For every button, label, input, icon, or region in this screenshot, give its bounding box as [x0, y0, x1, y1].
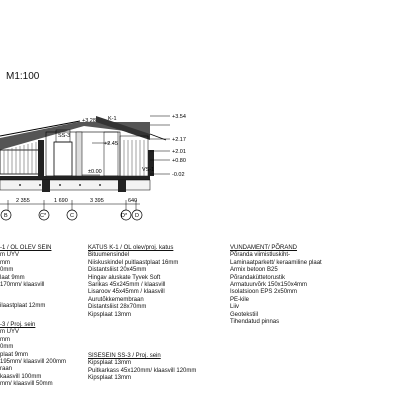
spec-line: Armatuurvõrk 150x150x4mm: [230, 282, 308, 289]
label-ss3: SS-3: [58, 133, 71, 139]
exterior-wall-section: [38, 140, 44, 176]
floor-slab: [0, 176, 150, 180]
grid-axis-c-star-label: C*: [40, 213, 47, 219]
level-0-80: +0.80: [172, 158, 186, 164]
level-minus-0-02: -0.02: [172, 172, 185, 178]
dimension-2: 1 690: [54, 198, 68, 204]
spec-line: raan: [0, 366, 13, 373]
spec-line: Lisaroov 45x45mm / klaasvill: [88, 289, 165, 296]
spec-line: Bituumensindel: [88, 252, 130, 259]
spec-line: ilaastplaat 12mm: [0, 303, 46, 310]
level-0-00: ±0.00: [88, 169, 102, 175]
spec-line: 170mm/ klaasvill: [0, 282, 45, 289]
spec-line: Kipsplaat 13mm: [88, 360, 132, 367]
wall-spec-ol-olev: [0, 245, 51, 311]
spec-line: Sarikas 45x245mm / klaasvill: [88, 282, 166, 289]
spec-line: Distantsliist 20x45mm: [88, 267, 147, 274]
section-drawing: [0, 100, 400, 225]
grid-axis-c-label: C: [70, 213, 74, 219]
spec-line: Kipsplaat 13mm: [88, 375, 132, 382]
foundation: [0, 180, 150, 190]
interior-wall-spec: [88, 353, 196, 383]
interior-wall-spec-title: SISESEIN SS-3 / Proj. sein: [88, 353, 161, 359]
spec-line: Aurutõkkemembraan: [88, 296, 144, 303]
spec-line: Armix betoon B25: [230, 267, 278, 274]
spec-line: Niiskuskindel puitlaastplaat 16mm: [88, 259, 179, 266]
grid-axis-b-label: B: [4, 213, 8, 219]
spec-line: Liiv: [230, 304, 240, 311]
level-3-28: +3.28: [82, 118, 96, 124]
spec-line: plaat 9mm: [0, 351, 29, 358]
grid-axis-d-star-label: D*: [121, 213, 128, 219]
level-2-17: +2.17: [172, 137, 186, 143]
roof-spec-title: KATUS K-1 / OL olev/proj. katus: [88, 245, 174, 251]
spec-line: Laminaatparkett/ keraamiline plaat: [230, 259, 322, 266]
spec-line: Hingav aluskate Tyvek Soft: [88, 274, 161, 281]
spec-title: -1 / OL OLEV SEIN: [0, 245, 52, 251]
foundation-spec: [230, 245, 322, 326]
spec-line: m UYV: [0, 329, 20, 336]
spec-line: Distantsliist 28x70mm: [88, 304, 147, 311]
spec-line: mm: [0, 336, 10, 343]
spec-line: Puitkarkass 45x120mm/ klaasvill 120mm: [88, 367, 197, 374]
spec-line: m UYV: [0, 252, 20, 259]
spec-line: kaasvill 100mm: [0, 373, 42, 380]
roof-spec: [88, 245, 178, 319]
level-2-01: +2.01: [172, 149, 186, 155]
spec-line: Kipsplaat 13mm: [88, 311, 132, 318]
spec-line: 195mm/ klaasvill 200mm: [0, 359, 67, 366]
spec-line: mm/ klaasvill 50mm: [0, 381, 53, 388]
level-3-54: +3.54: [172, 114, 186, 120]
door: [54, 142, 72, 176]
spec-line: Põrandaküttetorustik: [230, 274, 286, 281]
dimension-3: 3 395: [90, 198, 104, 204]
spec-line: 0mm: [0, 267, 14, 274]
spec-line: PE-kile: [230, 296, 250, 303]
dimension-4: 640: [128, 198, 138, 204]
interior-wall: [76, 132, 82, 176]
grid-axis-d-label: D: [135, 213, 139, 219]
spec-line: Põranda viimistluskiht-: [230, 252, 291, 259]
spec-line: mm: [0, 259, 10, 266]
label-k1: K-1: [108, 116, 117, 122]
wall-spec-proj-sein: [0, 322, 66, 389]
label-vs1: VS-1: [142, 167, 155, 173]
spec-line: laat 9mm: [0, 274, 25, 281]
drawing-scale: M1:100: [6, 71, 40, 82]
level-2-45: +2.45: [104, 141, 118, 147]
spec-title: -3 / Proj. sein: [0, 322, 36, 328]
spec-line: 0mm: [0, 344, 14, 351]
spec-line: Geotekstiil: [230, 311, 259, 318]
foundation-spec-title: VUNDAMENT/ PÕRAND: [230, 245, 298, 251]
dimension-1: 2 355: [16, 198, 30, 204]
spec-line: Isolatsioon EPS 2x50mm: [230, 289, 298, 296]
spec-line: Tihendatud pinnas: [230, 319, 280, 326]
